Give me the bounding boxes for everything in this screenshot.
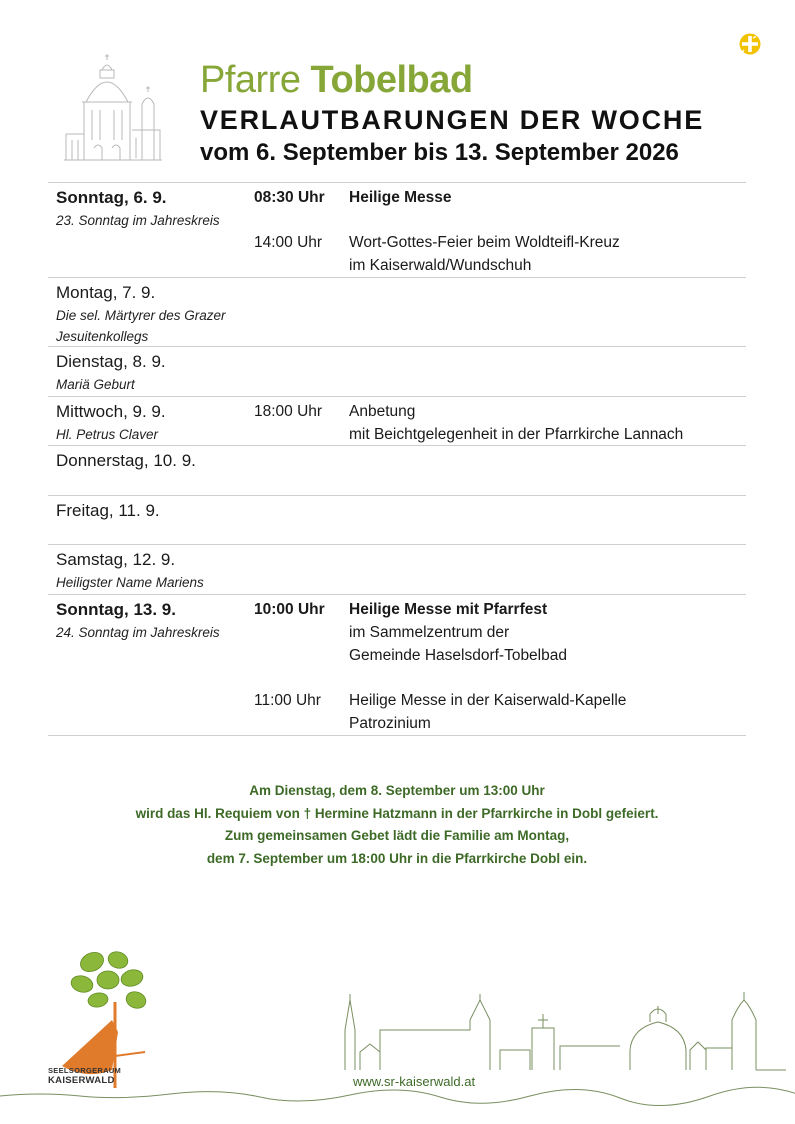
event (254, 598, 746, 667)
church-sketch-icon (64, 52, 164, 164)
day-row-friday (48, 496, 746, 545)
event-description (349, 689, 626, 735)
skyline-icon (0, 940, 795, 1124)
day-feast: 23. Sonntag im Jahreskreis (56, 213, 220, 228)
event-time: 14:00 Uhr (254, 234, 323, 251)
event-line: Heilige Messe in der Kaiserwald-Kapelle (349, 692, 627, 709)
funeral-notice (48, 780, 746, 870)
footer-logo-text (48, 1066, 121, 1086)
day-row-tuesday (48, 347, 746, 397)
event-time: 10:00 Uhr (254, 601, 325, 618)
logo-line2: KAISERWALD (48, 1075, 115, 1086)
notice-line: Am Dienstag, dem 8. September um 13:00 Uhr (249, 783, 545, 798)
day-name: Montag, 7. 9. (56, 283, 156, 302)
day-row-monday (48, 278, 746, 347)
day-info (56, 499, 252, 523)
events (254, 598, 746, 735)
event-line: Heilige Messe mit Pfarrfest (349, 601, 548, 618)
document-title: VERLAUTBARUNGEN DER WOCHE (200, 105, 704, 135)
footer-url[interactable]: www.sr-kaiserwald.at (353, 1074, 476, 1089)
event (254, 231, 746, 277)
day-info (56, 449, 252, 473)
day-row-saturday (48, 545, 746, 595)
day-feast: Hl. Petrus Claver (56, 427, 159, 442)
day-name: Freitag, 11. 9. (56, 501, 160, 520)
event-line: Anbetung (349, 403, 416, 420)
event-description (349, 186, 452, 209)
event-time: 08:30 Uhr (254, 189, 325, 206)
weekly-schedule (48, 182, 746, 736)
event (254, 186, 746, 209)
day-name: Mittwoch, 9. 9. (56, 402, 166, 421)
day-info (56, 598, 252, 643)
event-time: 11:00 Uhr (254, 692, 321, 709)
day-info (56, 400, 252, 445)
day-feast: 24. Sonntag im Jahreskreis (56, 625, 220, 640)
notice-line: Zum gemeinsamen Gebet lädt die Familie am Montag, (224, 828, 570, 843)
notice-line: dem 7. September um 18:00 Uhr in die Pfarrkirche Dobl ein. (206, 850, 588, 866)
day-row-sunday-13 (48, 595, 746, 736)
diocese-logo-icon (739, 33, 761, 55)
parish-prefix: Pfarre (200, 59, 301, 101)
date-range: vom 6. September bis 13. September 2026 (200, 139, 679, 166)
event-description (349, 400, 683, 446)
event (254, 400, 746, 446)
day-name: Samstag, 12. 9. (56, 550, 176, 569)
event-line: im Kaiserwald/Wundschuh (349, 257, 532, 274)
day-info (56, 548, 252, 593)
event-line: Gemeinde Haselsdorf-Tobelbad (349, 647, 567, 664)
event-time: 18:00 Uhr (254, 403, 323, 420)
day-feast: Heiligster Name Mariens (56, 575, 204, 590)
event-line: mit Beichtgelegenheit in der Pfarrkirche Lannach (349, 426, 684, 443)
day-feast: Die sel. Märtyrer des Grazer Jesuitenkollegs (56, 308, 226, 344)
day-name: Dienstag, 8. 9. (56, 352, 166, 371)
day-info (56, 281, 252, 347)
events (254, 186, 746, 277)
events (254, 400, 746, 446)
day-row-thursday (48, 446, 746, 496)
day-feast: Mariä Geburt (56, 377, 135, 392)
notice-line: wird das Hl. Requiem von † Hermine Hatzmann in der Pfarrkirche in Dobl gefeiert. (135, 805, 659, 821)
parish-title (200, 58, 760, 102)
day-name: Sonntag, 13. 9. (56, 600, 176, 619)
day-info (56, 186, 252, 231)
event (254, 689, 746, 735)
day-row-sunday-6 (48, 183, 746, 278)
header (200, 58, 760, 169)
event-line: Heilige Messe (349, 189, 452, 206)
day-name: Donnerstag, 10. 9. (56, 451, 196, 470)
event-line: Patrozinium (349, 715, 431, 732)
day-row-wednesday (48, 397, 746, 446)
event-description (349, 231, 620, 277)
logo-line1: SEELSORGERAUM (48, 1066, 122, 1075)
event-line: im Sammelzentrum der (349, 624, 510, 641)
event-line: Wort-Gottes-Feier beim Woldteifl-Kreuz (349, 234, 620, 251)
day-name: Sonntag, 6. 9. (56, 188, 167, 207)
parish-name: Tobelbad (310, 59, 473, 101)
day-info (56, 350, 252, 395)
event-description (349, 598, 567, 667)
